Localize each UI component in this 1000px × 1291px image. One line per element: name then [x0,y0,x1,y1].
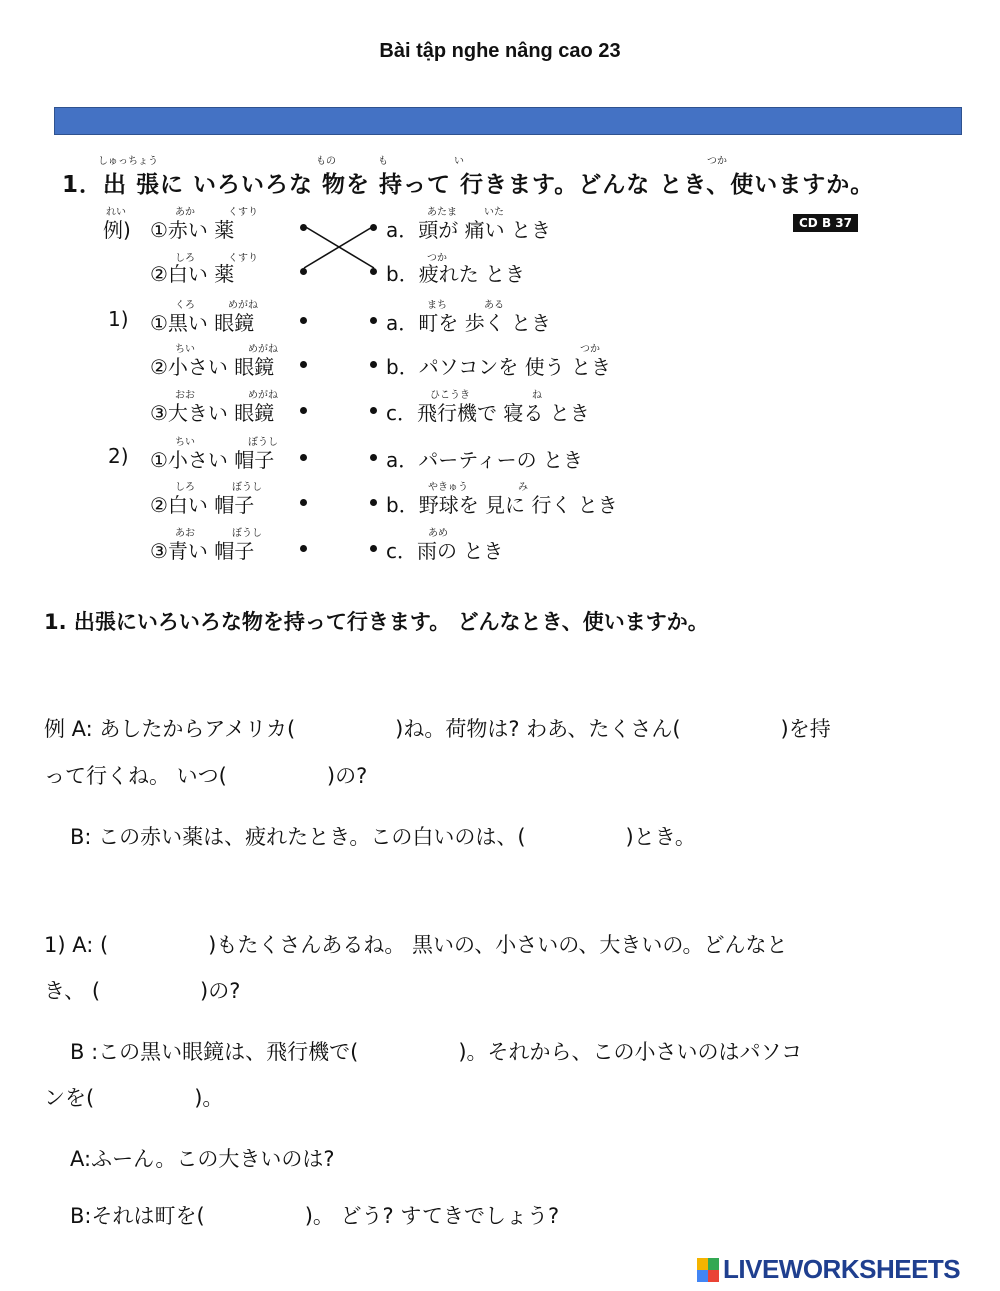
example-label: 例) [103,218,131,242]
transcript-text: A:ふーん。この大きいのは? [70,1147,335,1171]
transcript-text: B: この赤い薬は、疲れたとき。この白いのは、( [70,825,526,849]
ruby-text: くろ [175,300,195,311]
question-label: 2) [108,444,129,468]
exercise-heading: 1．出 張に いろいろな 物を 持って 行きます。どんな とき、使いますか。 [62,172,875,198]
transcript-text: )の? [200,979,241,1003]
match-dot[interactable] [300,407,307,414]
transcript-line [44,929,788,959]
match-dot[interactable] [370,224,377,231]
transcript-text: って行くね。 いつ( [44,764,227,788]
transcript-text: )とき。 [625,825,696,849]
transcript-text: )。それから、この小さいのはパソコ [458,1040,803,1064]
ruby-text: ひこうき [430,390,470,401]
transcript-text: B :この黒い眼鏡は、飛行機で( [70,1040,359,1064]
match-option: c．雨の とき [386,539,504,563]
match-dot[interactable] [370,361,377,368]
match-option: b．野球を 見に 行く とき [386,493,618,517]
ruby-text: しゅっちょう [98,156,158,167]
ruby-text: ぼうし [232,482,262,493]
match-dot[interactable] [300,317,307,324]
ruby-text: まち [427,300,447,311]
ruby-text: いた [484,207,504,218]
transcript-line [44,760,367,790]
ruby-text: あたま [427,207,457,218]
page-title: Bài tập nghe nâng cao 23 [379,40,621,62]
ruby-text: めがね [248,390,278,401]
match-dot[interactable] [300,224,307,231]
match-item: ①黒い 眼鏡 [150,311,255,335]
ruby-text: くすり [228,253,258,264]
match-option: c．飛行機で 寝る とき [386,401,590,425]
header-banner [54,107,962,135]
question-label: 1) [108,307,129,331]
cd-track-badge: CD B 37 [793,214,858,232]
ruby-text: み [518,482,528,493]
ruby-text: ぼうし [248,437,278,448]
transcript-text: 例 A: あしたからアメリカ( [44,717,296,741]
transcript-line [44,975,240,1005]
match-dot[interactable] [300,361,307,368]
match-dot[interactable] [300,545,307,552]
ruby-text: しろ [175,482,195,493]
ruby-text: もの [316,156,336,167]
match-dot[interactable] [300,454,307,461]
match-item: ②小さい 眼鏡 [150,355,275,379]
ruby-text: めがね [248,344,278,355]
ruby-text: ちい [175,437,195,448]
transcript-heading: 1. 出張にいろいろな物を持って行きます。 どんなとき、使いますか。 [44,610,709,634]
match-option: a．町を 歩く とき [386,311,551,335]
transcript-text: ンを( [44,1086,95,1110]
match-item: ②白い 薬 [150,262,235,286]
match-dot[interactable] [370,499,377,506]
transcript-text: )。 どう? すてきでしょう? [304,1204,560,1228]
transcript-line [70,1036,802,1066]
ruby-text: つか [707,156,727,167]
ruby-text: めがね [228,300,258,311]
match-item: ③大きい 眼鏡 [150,401,275,425]
transcript-text: )。 [194,1086,224,1110]
ruby-text: い [454,156,464,167]
ruby-text: ある [484,300,504,311]
ruby-text: れい [106,207,126,218]
match-option: a．パーティーの とき [386,448,584,472]
logo-icon [697,1258,719,1282]
transcript-line [70,1200,559,1230]
match-dot[interactable] [300,268,307,275]
ruby-text: つか [427,253,447,264]
ruby-text: ね [532,390,542,401]
match-item: ①小さい 帽子 [150,448,275,472]
ruby-text: あか [175,207,195,218]
brand-name: LIVEWORKSHEETS [723,1254,961,1284]
match-dot[interactable] [300,499,307,506]
transcript-text: き、 ( [44,979,101,1003]
transcript-text: B:それは町を( [70,1204,205,1228]
ruby-text: くすり [228,207,258,218]
ruby-text: ぼうし [232,528,262,539]
transcript-text: )を持 [780,717,831,741]
transcript-line [70,821,696,851]
ruby-text: しろ [175,253,195,264]
transcript-text: )の? [326,764,368,788]
match-option: a．頭が 痛い とき [386,218,551,242]
transcript-text: )もたくさんあるね。 黒いの、小さいの、大きいの。どんなと [208,933,788,957]
transcript-text: )ね。荷物は? わあ、たくさん( [395,717,681,741]
match-option: b．疲れた とき [386,262,526,286]
ruby-text: やきゅう [428,482,468,493]
ruby-text: あお [175,528,195,539]
ruby-text: も [378,156,388,167]
transcript-text: 1) A: ( [44,933,109,957]
match-dot[interactable] [370,268,377,275]
match-item: ②白い 帽子 [150,493,255,517]
match-dot[interactable] [370,317,377,324]
match-dot[interactable] [370,407,377,414]
transcript-line [44,1082,223,1112]
match-item: ①赤い 薬 [150,218,235,242]
transcript-line [70,1143,334,1173]
ruby-text: つか [580,344,600,355]
ruby-text: ちい [175,344,195,355]
transcript-line [44,713,831,743]
footer-logo [697,1254,960,1285]
ruby-text: おお [175,390,195,401]
match-item: ③青い 帽子 [150,539,255,563]
match-dot[interactable] [370,545,377,552]
match-option: b．パソコンを 使う とき [386,355,612,379]
match-dot[interactable] [370,454,377,461]
ruby-text: あめ [428,528,448,539]
